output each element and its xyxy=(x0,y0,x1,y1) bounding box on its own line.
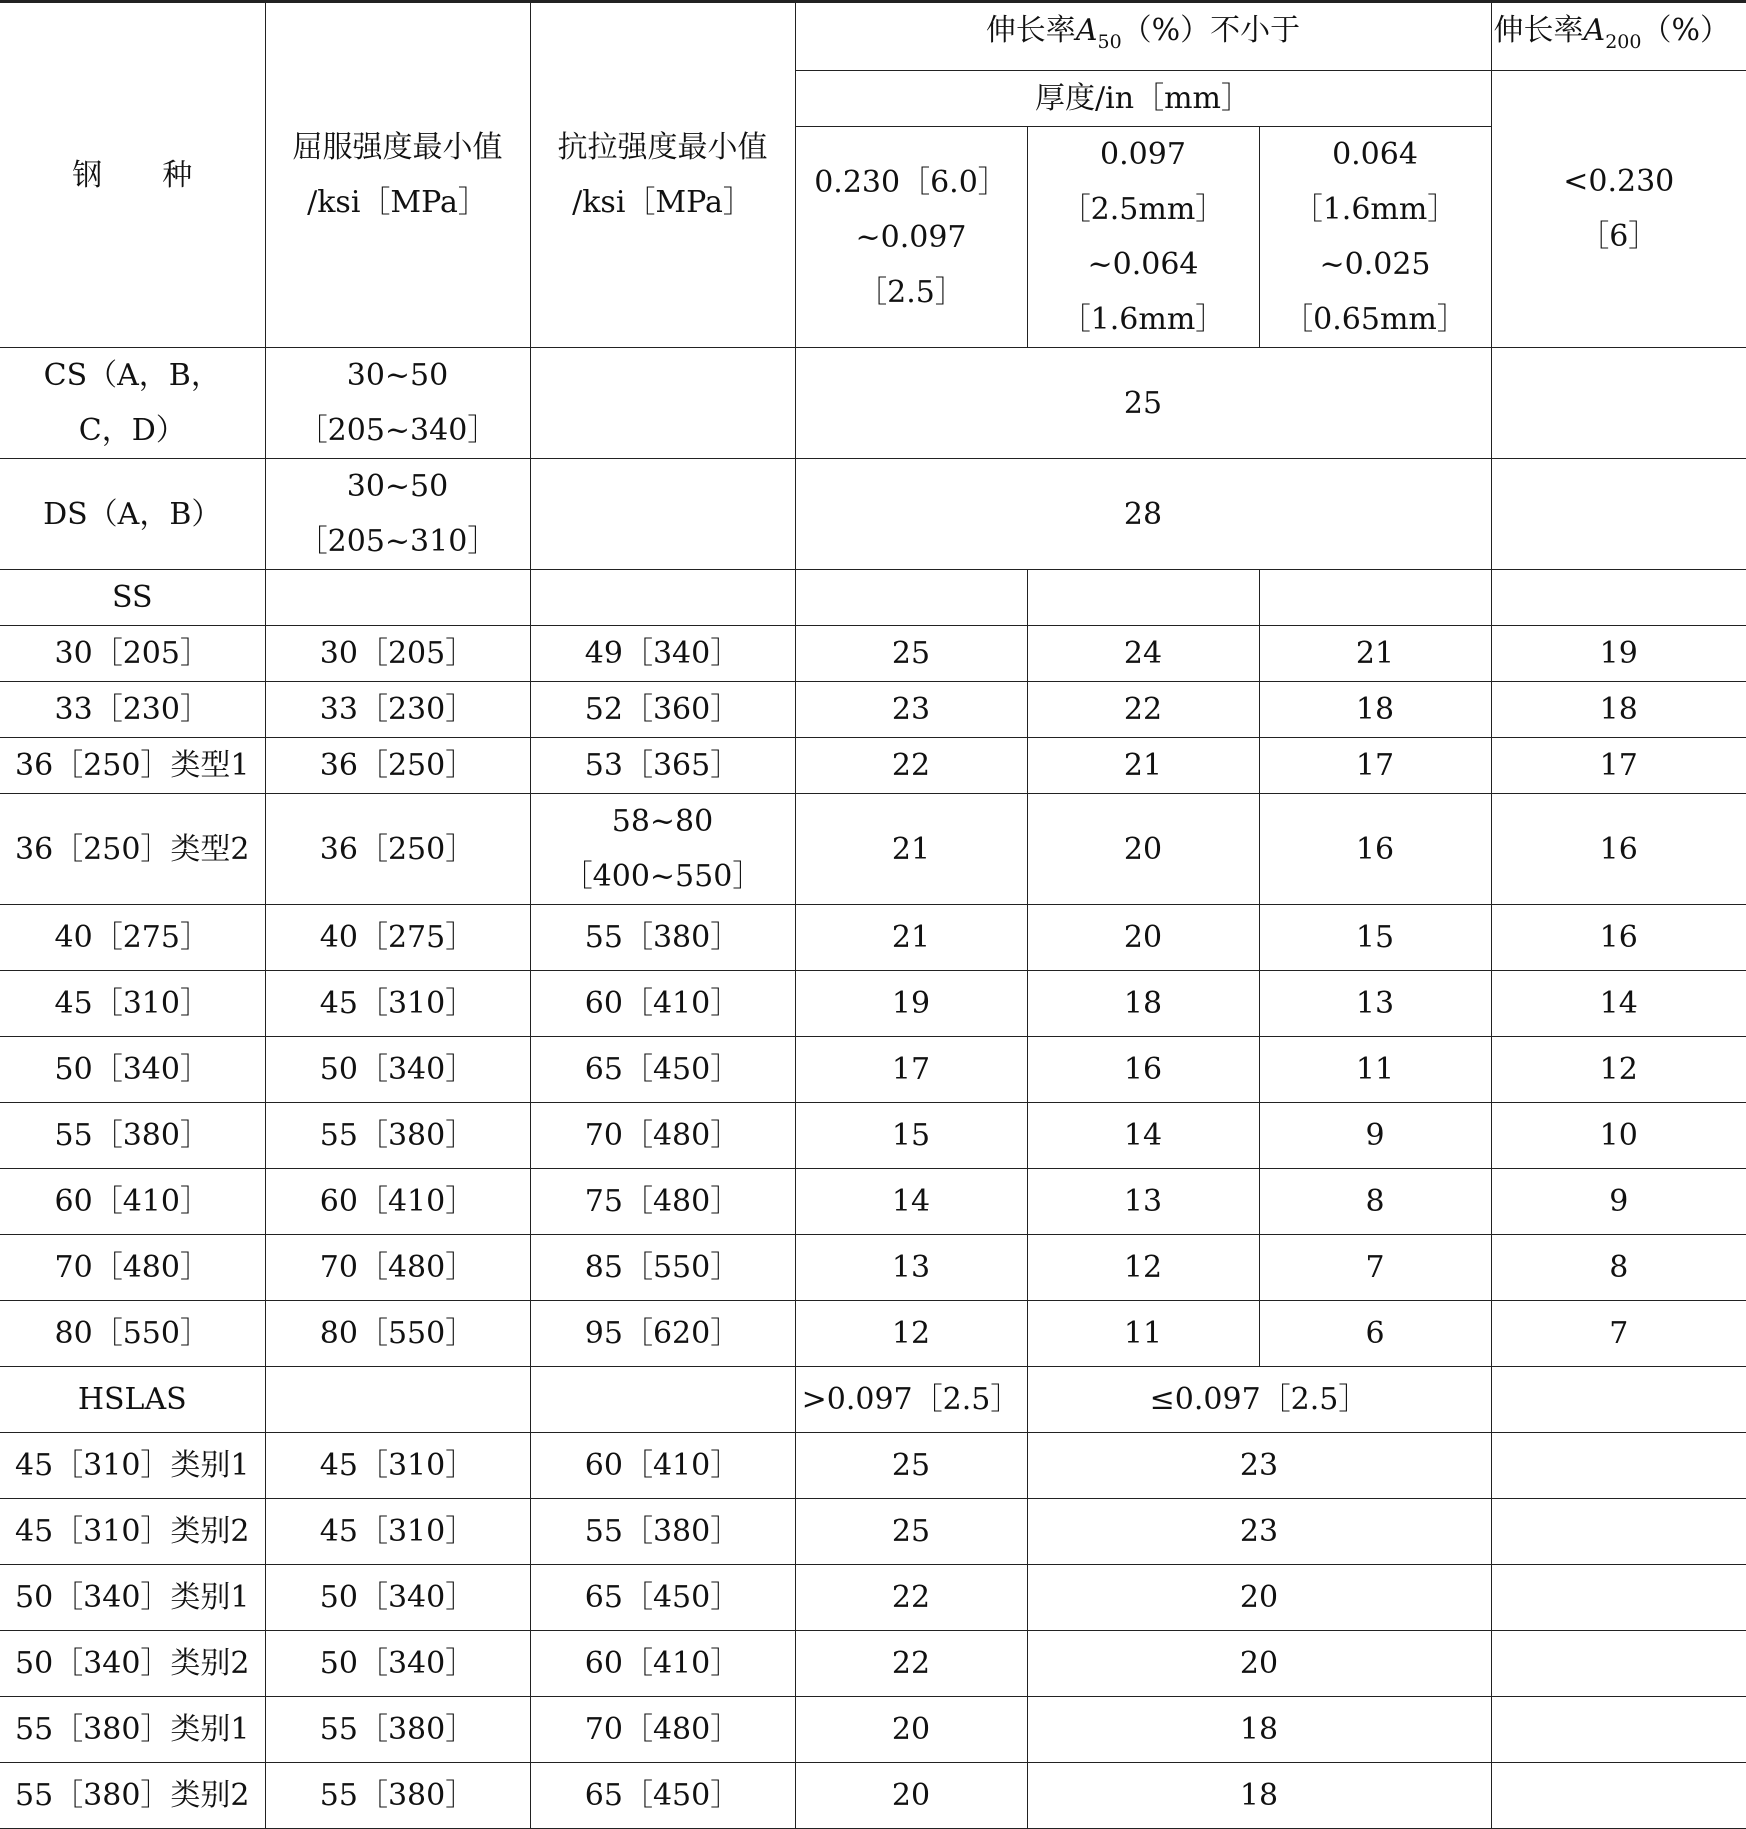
cell-grade: 36［250］类型2 xyxy=(0,794,265,905)
header-t3-line3: ［0.65mm］ xyxy=(1283,302,1467,337)
cell-tensile: 70［480］ xyxy=(530,1103,795,1169)
empty-cell xyxy=(530,570,795,626)
cell-yield: 55［380］ xyxy=(265,1103,530,1169)
header-thickness: 厚度/in［mm］ xyxy=(795,71,1491,127)
cell-grade: 60［410］ xyxy=(0,1169,265,1235)
table-row xyxy=(0,1433,1746,1499)
cs-grade-line2: C，D） xyxy=(78,413,186,448)
cell-a50-1: 17 xyxy=(795,1037,1027,1103)
cell-grade: 50［340］类别1 xyxy=(0,1565,265,1631)
cell-a50-2: 20 xyxy=(1027,905,1259,971)
cell-a50-le: 23 xyxy=(1027,1433,1491,1499)
cell-a200: 8 xyxy=(1491,1235,1746,1301)
cell-yield: 50［340］ xyxy=(265,1631,530,1697)
cell-tensile: 70［480］ xyxy=(530,1697,795,1763)
cell-grade: 55［380］类别1 xyxy=(0,1697,265,1763)
cell-yield: 45［310］ xyxy=(265,1499,530,1565)
cell-a50-3: 18 xyxy=(1259,682,1491,738)
cell-a200: 14 xyxy=(1491,971,1746,1037)
ds-yield-line2: ［205~310］ xyxy=(297,524,498,559)
table-row xyxy=(0,682,1746,738)
cs-tensile xyxy=(530,348,795,459)
header-t1-line1: 0.230［6.0］ xyxy=(814,164,1008,200)
cs-yield-line2: ［205~340］ xyxy=(297,413,498,448)
cell-a50-3: 13 xyxy=(1259,971,1491,1037)
empty-cell xyxy=(1491,1367,1746,1433)
header-tensile xyxy=(530,2,795,348)
cell-a50-2: 14 xyxy=(1027,1103,1259,1169)
header-a50-suffix: （%）不小于 xyxy=(1121,13,1301,48)
cs-a200 xyxy=(1491,348,1746,459)
cell-grade: 70［480］ xyxy=(0,1235,265,1301)
cell-a50-1: 14 xyxy=(795,1169,1027,1235)
header-t1-line2: ~0.097 xyxy=(855,219,967,255)
cell-a50-gt: 22 xyxy=(795,1565,1027,1631)
cell-tensile-line1: 58~80 xyxy=(611,804,714,839)
cell-a50-2: 13 xyxy=(1027,1169,1259,1235)
ds-elongation: 28 xyxy=(795,459,1491,570)
table-row xyxy=(0,1301,1746,1367)
cell-tensile: 95［620］ xyxy=(530,1301,795,1367)
ds-yield xyxy=(265,459,530,570)
empty-cell xyxy=(795,570,1027,626)
header-t1-line3: ［2.5］ xyxy=(857,274,965,310)
cell-a200 xyxy=(1491,1565,1746,1631)
cell-a50-1: 19 xyxy=(795,971,1027,1037)
cs-grade xyxy=(0,348,265,459)
cell-tensile: 55［380］ xyxy=(530,905,795,971)
header-a50-letter: A xyxy=(1075,13,1098,48)
cell-a200 xyxy=(1491,1697,1746,1763)
cell-grade: 45［310］类别1 xyxy=(0,1433,265,1499)
header-a200 xyxy=(1491,2,1746,71)
header-thickness-2 xyxy=(1027,127,1259,348)
cell-grade: 45［310］ xyxy=(0,971,265,1037)
cell-a200: 10 xyxy=(1491,1103,1746,1169)
cell-a50-1: 15 xyxy=(795,1103,1027,1169)
ds-yield-line1: 30~50 xyxy=(346,469,449,504)
empty-cell xyxy=(1259,570,1491,626)
header-tensile-line2: /ksi［MPa］ xyxy=(572,185,753,220)
cell-a50-1: 23 xyxy=(795,682,1027,738)
cell-a50-1: 22 xyxy=(795,738,1027,794)
header-a200-suffix: （%） xyxy=(1641,13,1730,48)
cell-a50-3: 6 xyxy=(1259,1301,1491,1367)
cell-a50-gt: 20 xyxy=(795,1697,1027,1763)
cell-yield: 40［275］ xyxy=(265,905,530,971)
cell-a200: 16 xyxy=(1491,794,1746,905)
cs-yield xyxy=(265,348,530,459)
cell-a200: 17 xyxy=(1491,738,1746,794)
cell-a50-gt: 22 xyxy=(795,1631,1027,1697)
cell-grade: 45［310］类别2 xyxy=(0,1499,265,1565)
header-a50 xyxy=(795,2,1491,71)
header-thickness-4 xyxy=(1491,71,1746,348)
header-a200-sub: 200 xyxy=(1605,31,1642,53)
header-tensile-line1: 抗拉强度最小值 xyxy=(557,130,768,165)
cell-a50-gt: 25 xyxy=(795,1433,1027,1499)
table-row xyxy=(0,459,1746,570)
cell-a50-3: 17 xyxy=(1259,738,1491,794)
cell-a50-gt: 20 xyxy=(795,1763,1027,1829)
cell-yield: 60［410］ xyxy=(265,1169,530,1235)
header-t2-line2: ~0.064 xyxy=(1087,247,1199,282)
cell-tensile: 65［450］ xyxy=(530,1565,795,1631)
cell-a200 xyxy=(1491,1631,1746,1697)
cell-a50-le: 20 xyxy=(1027,1565,1491,1631)
cell-a200 xyxy=(1491,1763,1746,1829)
cs-yield-line1: 30~50 xyxy=(346,358,449,393)
cell-a50-3: 16 xyxy=(1259,794,1491,905)
cell-grade: 36［250］类型1 xyxy=(0,738,265,794)
table-row xyxy=(0,1169,1746,1235)
cell-a200: 12 xyxy=(1491,1037,1746,1103)
cell-a50-1: 25 xyxy=(795,626,1027,682)
cell-a50-2: 20 xyxy=(1027,794,1259,905)
cell-a200 xyxy=(1491,1499,1746,1565)
cell-tensile: 85［550］ xyxy=(530,1235,795,1301)
header-t4-line1: <0.230 xyxy=(1563,164,1675,199)
header-a50-prefix: 伸长率 xyxy=(985,13,1076,48)
cell-grade: 50［340］ xyxy=(0,1037,265,1103)
cell-a50-2: 12 xyxy=(1027,1235,1259,1301)
cell-a50-le: 18 xyxy=(1027,1763,1491,1829)
header-thickness-1 xyxy=(795,127,1027,348)
cell-tensile: 75［480］ xyxy=(530,1169,795,1235)
cell-a200: 18 xyxy=(1491,682,1746,738)
cell-a50-2: 21 xyxy=(1027,738,1259,794)
cell-a50-le: 20 xyxy=(1027,1631,1491,1697)
table-row xyxy=(0,1367,1746,1433)
cell-a50-2: 16 xyxy=(1027,1037,1259,1103)
empty-cell xyxy=(1491,570,1746,626)
cell-yield: 45［310］ xyxy=(265,971,530,1037)
ds-grade: DS（A，B） xyxy=(0,459,265,570)
table-row xyxy=(0,1103,1746,1169)
table-row xyxy=(0,1631,1746,1697)
cell-grade: 50［340］类别2 xyxy=(0,1631,265,1697)
cell-tensile: 65［450］ xyxy=(530,1037,795,1103)
cell-yield: 55［380］ xyxy=(265,1697,530,1763)
cell-a50-3: 21 xyxy=(1259,626,1491,682)
table-row xyxy=(0,1565,1746,1631)
header-a200-prefix: 伸长率 xyxy=(1493,13,1584,48)
cell-a200: 16 xyxy=(1491,905,1746,971)
header-t3-line2: ~0.025 xyxy=(1319,247,1431,282)
hslas-label: HSLAS xyxy=(0,1367,265,1433)
ds-tensile xyxy=(530,459,795,570)
cell-grade: 30［205］ xyxy=(0,626,265,682)
table-row xyxy=(0,1037,1746,1103)
table-row xyxy=(0,1763,1746,1829)
cell-grade: 40［275］ xyxy=(0,905,265,971)
cell-yield: 80［550］ xyxy=(265,1301,530,1367)
cell-yield: 50［340］ xyxy=(265,1037,530,1103)
empty-cell xyxy=(530,1367,795,1433)
header-a200-letter: A xyxy=(1583,13,1606,48)
cell-tensile: 55［380］ xyxy=(530,1499,795,1565)
table-row xyxy=(0,1697,1746,1763)
cell-grade: 33［230］ xyxy=(0,682,265,738)
ds-a200 xyxy=(1491,459,1746,570)
table-row xyxy=(0,971,1746,1037)
cell-yield: 36［250］ xyxy=(265,794,530,905)
hslas-thickness-gt: >0.097［2.5］ xyxy=(795,1367,1027,1433)
cell-a50-1: 21 xyxy=(795,794,1027,905)
cell-a200: 7 xyxy=(1491,1301,1746,1367)
header-thickness-3 xyxy=(1259,127,1491,348)
cell-a50-1: 21 xyxy=(795,905,1027,971)
cell-a50-1: 12 xyxy=(795,1301,1027,1367)
header-yield-line2: /ksi［MPa］ xyxy=(307,185,488,220)
table-row xyxy=(0,794,1746,905)
header-t2-line1: 0.097［2.5mm］ xyxy=(1060,137,1226,227)
cell-yield: 50［340］ xyxy=(265,1565,530,1631)
header-t3-line1: 0.064［1.6mm］ xyxy=(1292,137,1458,227)
table-row xyxy=(0,1235,1746,1301)
header-t2-line3: ［1.6mm］ xyxy=(1060,302,1226,337)
cell-a200 xyxy=(1491,1433,1746,1499)
cell-tensile xyxy=(530,794,795,905)
empty-cell xyxy=(265,570,530,626)
ss-label: SS xyxy=(0,570,265,626)
cell-yield: 36［250］ xyxy=(265,738,530,794)
cell-grade: 80［550］ xyxy=(0,1301,265,1367)
cell-a50-3: 8 xyxy=(1259,1169,1491,1235)
cell-a50-2: 24 xyxy=(1027,626,1259,682)
cell-a50-2: 11 xyxy=(1027,1301,1259,1367)
header-a50-sub: 50 xyxy=(1097,31,1122,53)
table-row xyxy=(0,348,1746,459)
cell-tensile: 52［360］ xyxy=(530,682,795,738)
cs-elongation: 25 xyxy=(795,348,1491,459)
cell-tensile: 60［410］ xyxy=(530,1631,795,1697)
empty-cell xyxy=(265,1367,530,1433)
cell-a50-3: 9 xyxy=(1259,1103,1491,1169)
hslas-thickness-le: ≤0.097［2.5］ xyxy=(1027,1367,1491,1433)
cell-a50-3: 7 xyxy=(1259,1235,1491,1301)
cell-a50-2: 18 xyxy=(1027,971,1259,1037)
cell-tensile: 60［410］ xyxy=(530,971,795,1037)
cell-grade: 55［380］类别2 xyxy=(0,1763,265,1829)
cell-a50-3: 15 xyxy=(1259,905,1491,971)
cell-grade: 55［380］ xyxy=(0,1103,265,1169)
header-yield xyxy=(265,2,530,348)
cell-a200: 19 xyxy=(1491,626,1746,682)
cell-a50-le: 18 xyxy=(1027,1697,1491,1763)
cell-a50-1: 13 xyxy=(795,1235,1027,1301)
cell-yield: 30［205］ xyxy=(265,626,530,682)
cell-tensile: 60［410］ xyxy=(530,1433,795,1499)
cell-a50-3: 11 xyxy=(1259,1037,1491,1103)
cell-yield: 33［230］ xyxy=(265,682,530,738)
table-row xyxy=(0,738,1746,794)
cell-tensile: 53［365］ xyxy=(530,738,795,794)
cell-a50-gt: 25 xyxy=(795,1499,1027,1565)
cell-tensile: 65［450］ xyxy=(530,1763,795,1829)
table-row xyxy=(0,905,1746,971)
cs-grade-line1: CS（A，B， xyxy=(43,358,221,393)
table-row xyxy=(0,570,1746,626)
empty-cell xyxy=(1027,570,1259,626)
cell-tensile-line2: ［400~550］ xyxy=(562,859,763,894)
cell-yield: 45［310］ xyxy=(265,1433,530,1499)
header-t4-line2: ［6］ xyxy=(1579,219,1659,254)
table-row xyxy=(0,1499,1746,1565)
cell-tensile: 49［340］ xyxy=(530,626,795,682)
header-yield-line1: 屈服强度最小值 xyxy=(292,130,503,165)
cell-a50-le: 23 xyxy=(1027,1499,1491,1565)
header-grade: 钢 种 xyxy=(0,2,265,348)
cell-yield: 70［480］ xyxy=(265,1235,530,1301)
cell-yield: 55［380］ xyxy=(265,1763,530,1829)
cell-a200: 9 xyxy=(1491,1169,1746,1235)
cell-a50-2: 22 xyxy=(1027,682,1259,738)
table-row xyxy=(0,626,1746,682)
